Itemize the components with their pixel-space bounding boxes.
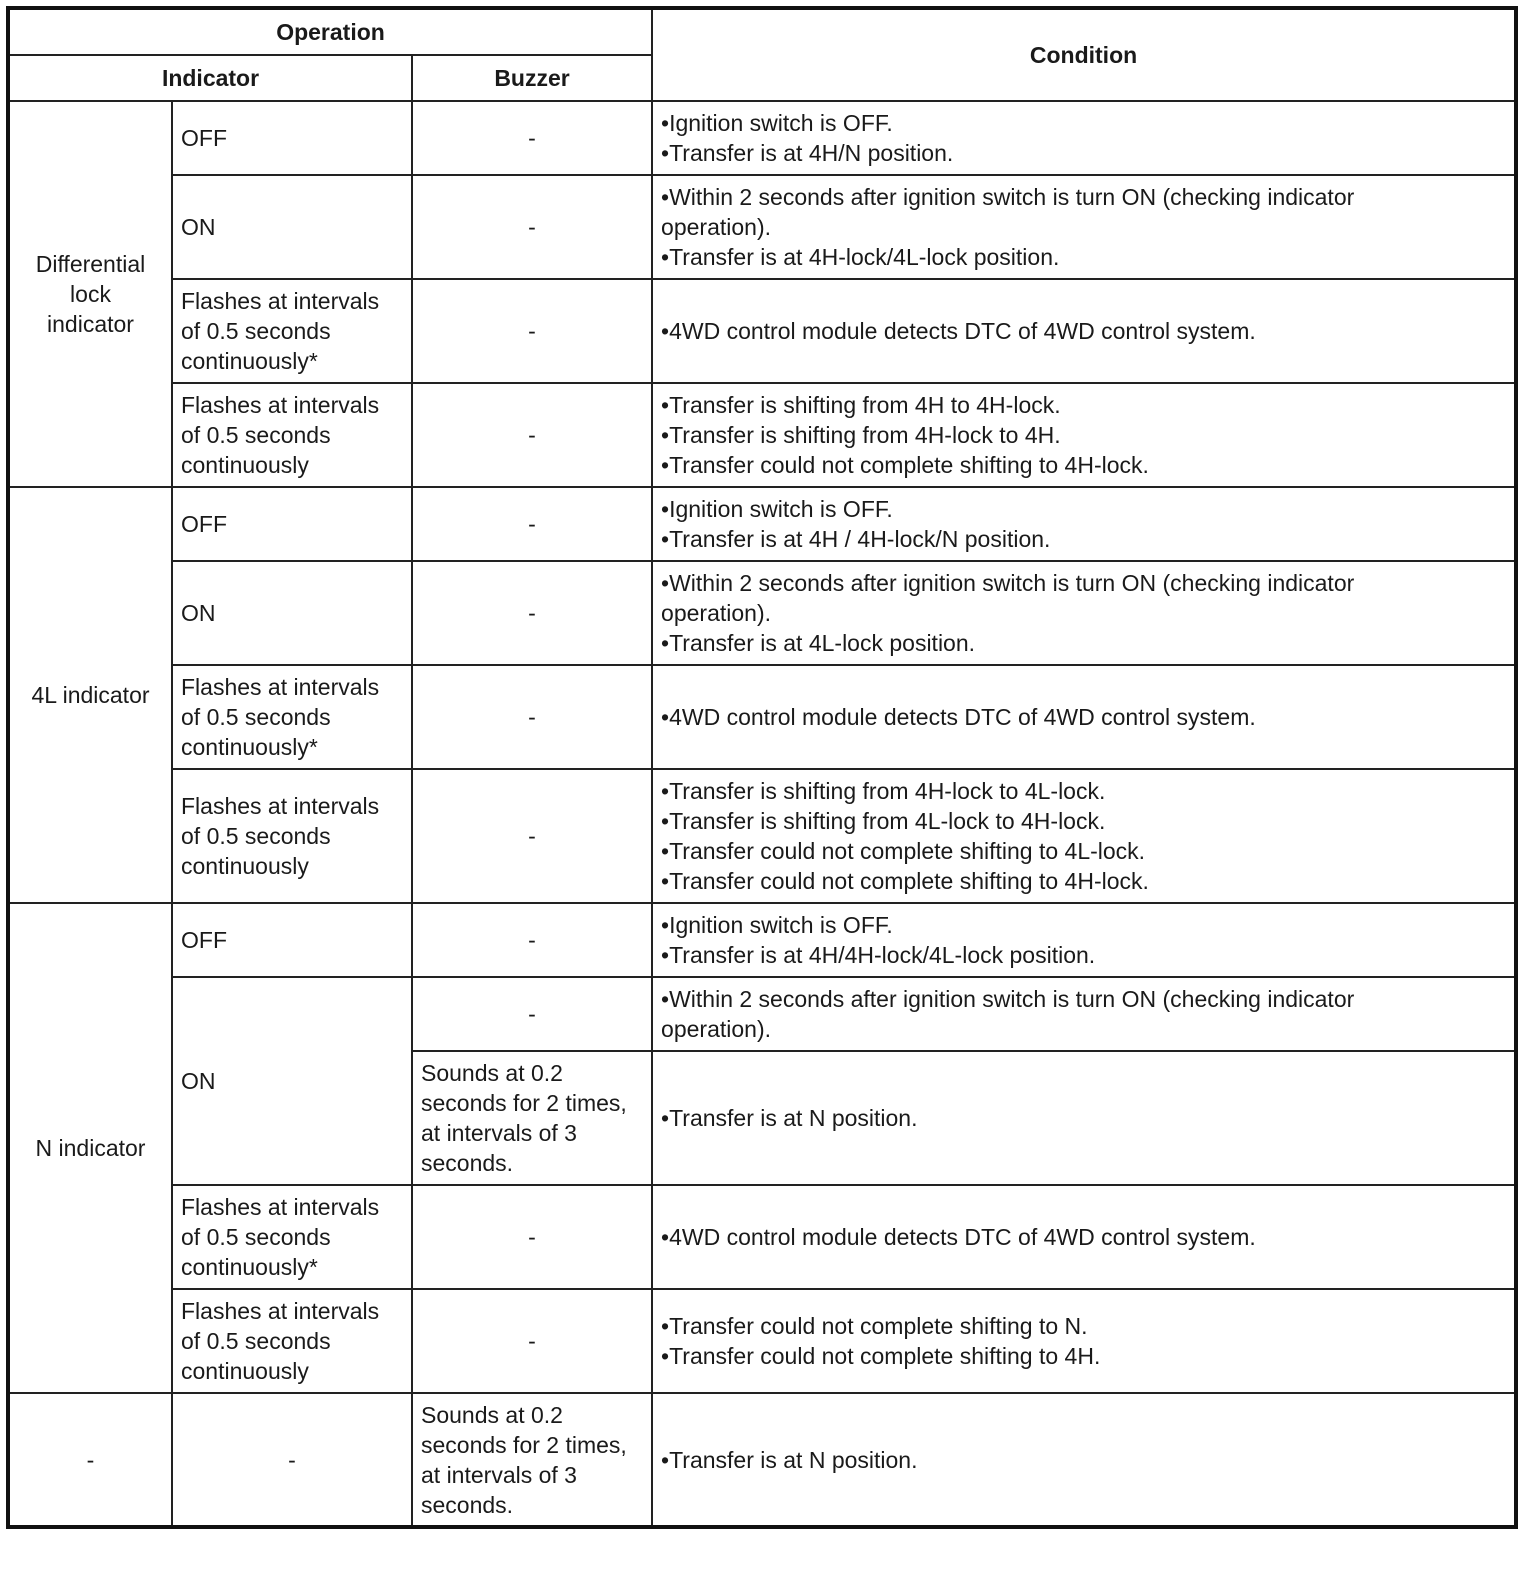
table-row — [8, 383, 1516, 487]
condition-line: •Ignition switch is OFF. — [661, 110, 893, 136]
indicator-name: lock — [70, 281, 111, 307]
condition-line: •Transfer could not complete shifting to 4H-lock. — [661, 868, 1149, 894]
indicator-state: ON — [172, 561, 412, 665]
table-row — [8, 279, 1516, 383]
indicator-state-line: of 0.5 seconds — [181, 422, 331, 448]
header-indicator: Indicator — [8, 55, 412, 101]
indicator-name: N indicator — [8, 903, 172, 1393]
indicator-state-line: Flashes at intervals — [181, 793, 380, 819]
condition-line: •Ignition switch is OFF. — [661, 496, 893, 522]
condition-line: operation). — [661, 1016, 771, 1042]
condition-cell — [652, 769, 1516, 903]
table-row — [8, 561, 1516, 665]
table-row — [8, 903, 1516, 977]
buzzer-value: - — [412, 383, 652, 487]
condition-line: •Transfer is shifting from 4L-lock to 4H-lock. — [661, 808, 1106, 834]
condition-line: •Transfer is shifting from 4H to 4H-lock. — [661, 392, 1061, 418]
condition-line: •Transfer is at 4H-lock/4L-lock position. — [661, 244, 1060, 270]
condition-line: •Transfer could not complete shifting to N. — [661, 1313, 1088, 1339]
buzzer-value: - — [412, 769, 652, 903]
condition-line: •Transfer is at N position. — [661, 1446, 918, 1473]
indicator-state-cell — [172, 1289, 412, 1393]
indicator-name: indicator — [47, 311, 134, 337]
buzzer-line: at intervals of 3 — [421, 1120, 577, 1146]
buzzer-line: at intervals of 3 — [421, 1461, 577, 1488]
header-buzzer: Buzzer — [412, 55, 652, 101]
indicator-state-line: continuously — [181, 1358, 309, 1384]
indicator-state-line: Flashes at intervals — [181, 288, 380, 314]
condition-cell — [652, 175, 1516, 279]
buzzer-line: seconds for 2 times, — [421, 1431, 627, 1458]
table-row — [8, 769, 1516, 903]
buzzer-line: Sounds at 0.2 — [421, 1060, 563, 1086]
condition-line: operation). — [661, 600, 771, 626]
table-row — [8, 1393, 1516, 1527]
condition-cell — [652, 1051, 1516, 1185]
indicator-state-cell — [172, 769, 412, 903]
table-row — [8, 977, 1516, 1051]
indicator-state-line: continuously — [181, 452, 309, 478]
buzzer-value: - — [412, 561, 652, 665]
buzzer-value: - — [412, 279, 652, 383]
condition-cell — [652, 977, 1516, 1051]
buzzer-value: - — [412, 977, 652, 1051]
condition-cell — [652, 1289, 1516, 1393]
condition-line: •Transfer is shifting from 4H-lock to 4L-lock. — [661, 778, 1106, 804]
table-row — [8, 1289, 1516, 1393]
indicator-state-line: of 0.5 seconds — [181, 1328, 331, 1354]
condition-line: •Transfer could not complete shifting to 4H-lock. — [661, 452, 1149, 478]
indicator-state-line: of 0.5 seconds — [181, 1224, 331, 1250]
indicator-name: - — [8, 1393, 172, 1527]
table-row — [8, 101, 1516, 175]
indicator-state-cell — [172, 279, 412, 383]
condition-line: •Transfer is at 4H/4H-lock/4L-lock position. — [661, 942, 1096, 968]
condition-line: •Within 2 seconds after ignition switch is turn ON (checking indicator — [661, 570, 1355, 596]
condition-line: •Transfer could not complete shifting to 4L-lock. — [661, 838, 1146, 864]
condition-line: •Transfer is at N position. — [661, 1105, 918, 1131]
indicator-state-line: continuously* — [181, 1254, 318, 1280]
header-operation: Operation — [8, 8, 652, 55]
condition-line: •4WD control module detects DTC of 4WD control system. — [661, 318, 1256, 344]
table-row — [8, 665, 1516, 769]
condition-cell — [652, 903, 1516, 977]
indicator-state-cell — [172, 665, 412, 769]
indicator-state-line: of 0.5 seconds — [181, 704, 331, 730]
indicator-state-line: continuously — [181, 853, 309, 879]
indicator-state-line: Flashes at intervals — [181, 674, 380, 700]
indicator-buzzer-table — [6, 6, 1518, 1529]
condition-cell — [652, 1393, 1516, 1527]
condition-line: •Transfer is shifting from 4H-lock to 4H. — [661, 422, 1061, 448]
indicator-name: Differential — [35, 251, 146, 277]
indicator-state-cell — [172, 383, 412, 487]
indicator-state-line: of 0.5 seconds — [181, 823, 331, 849]
condition-line: •Transfer could not complete shifting to 4H. — [661, 1343, 1101, 1369]
indicator-state-line: Flashes at intervals — [181, 1298, 380, 1324]
buzzer-value: - — [412, 903, 652, 977]
indicator-state-line: of 0.5 seconds — [181, 318, 331, 344]
buzzer-cell — [412, 1393, 652, 1527]
buzzer-line: seconds. — [421, 1491, 514, 1518]
indicator-state: - — [172, 1393, 412, 1527]
condition-line: operation). — [661, 214, 771, 240]
header-condition: Condition — [652, 8, 1516, 101]
buzzer-value: - — [412, 175, 652, 279]
buzzer-cell — [412, 1051, 652, 1185]
indicator-state-line: continuously* — [181, 734, 318, 760]
condition-cell — [652, 101, 1516, 175]
table-row — [8, 175, 1516, 279]
buzzer-value: - — [412, 1289, 652, 1393]
indicator-state: ON — [172, 175, 412, 279]
buzzer-line: Sounds at 0.2 — [421, 1401, 563, 1428]
condition-cell — [652, 1185, 1516, 1289]
condition-cell — [652, 383, 1516, 487]
condition-cell — [652, 279, 1516, 383]
indicator-name: 4L indicator — [8, 487, 172, 903]
condition-line: •Ignition switch is OFF. — [661, 912, 893, 938]
buzzer-line: seconds for 2 times, — [421, 1090, 627, 1116]
buzzer-value: - — [412, 101, 652, 175]
condition-cell — [652, 561, 1516, 665]
condition-line: •Within 2 seconds after ignition switch is turn ON (checking indicator — [661, 986, 1355, 1012]
indicator-state: ON — [172, 977, 412, 1185]
condition-line: •Transfer is at 4L-lock position. — [661, 630, 976, 656]
table-row — [8, 487, 1516, 561]
indicator-state: OFF — [172, 903, 412, 977]
condition-line: •4WD control module detects DTC of 4WD control system. — [661, 1224, 1256, 1250]
buzzer-value: - — [412, 487, 652, 561]
indicator-state: OFF — [172, 101, 412, 175]
buzzer-value: - — [412, 1185, 652, 1289]
indicator-state-line: continuously* — [181, 348, 318, 374]
condition-cell — [652, 665, 1516, 769]
table-row — [8, 1185, 1516, 1289]
condition-line: •Within 2 seconds after ignition switch is turn ON (checking indicator — [661, 184, 1355, 210]
buzzer-line: seconds. — [421, 1150, 514, 1176]
indicator-state-cell — [172, 1185, 412, 1289]
indicator-name-cell — [8, 101, 172, 487]
indicator-state-line: Flashes at intervals — [181, 1194, 380, 1220]
condition-line: •4WD control module detects DTC of 4WD control system. — [661, 704, 1256, 730]
indicator-state-line: Flashes at intervals — [181, 392, 380, 418]
condition-line: •Transfer is at 4H/N position. — [661, 140, 954, 166]
indicator-state: OFF — [172, 487, 412, 561]
condition-line: •Transfer is at 4H / 4H-lock/N position. — [661, 526, 1051, 552]
condition-cell — [652, 487, 1516, 561]
buzzer-value: - — [412, 665, 652, 769]
